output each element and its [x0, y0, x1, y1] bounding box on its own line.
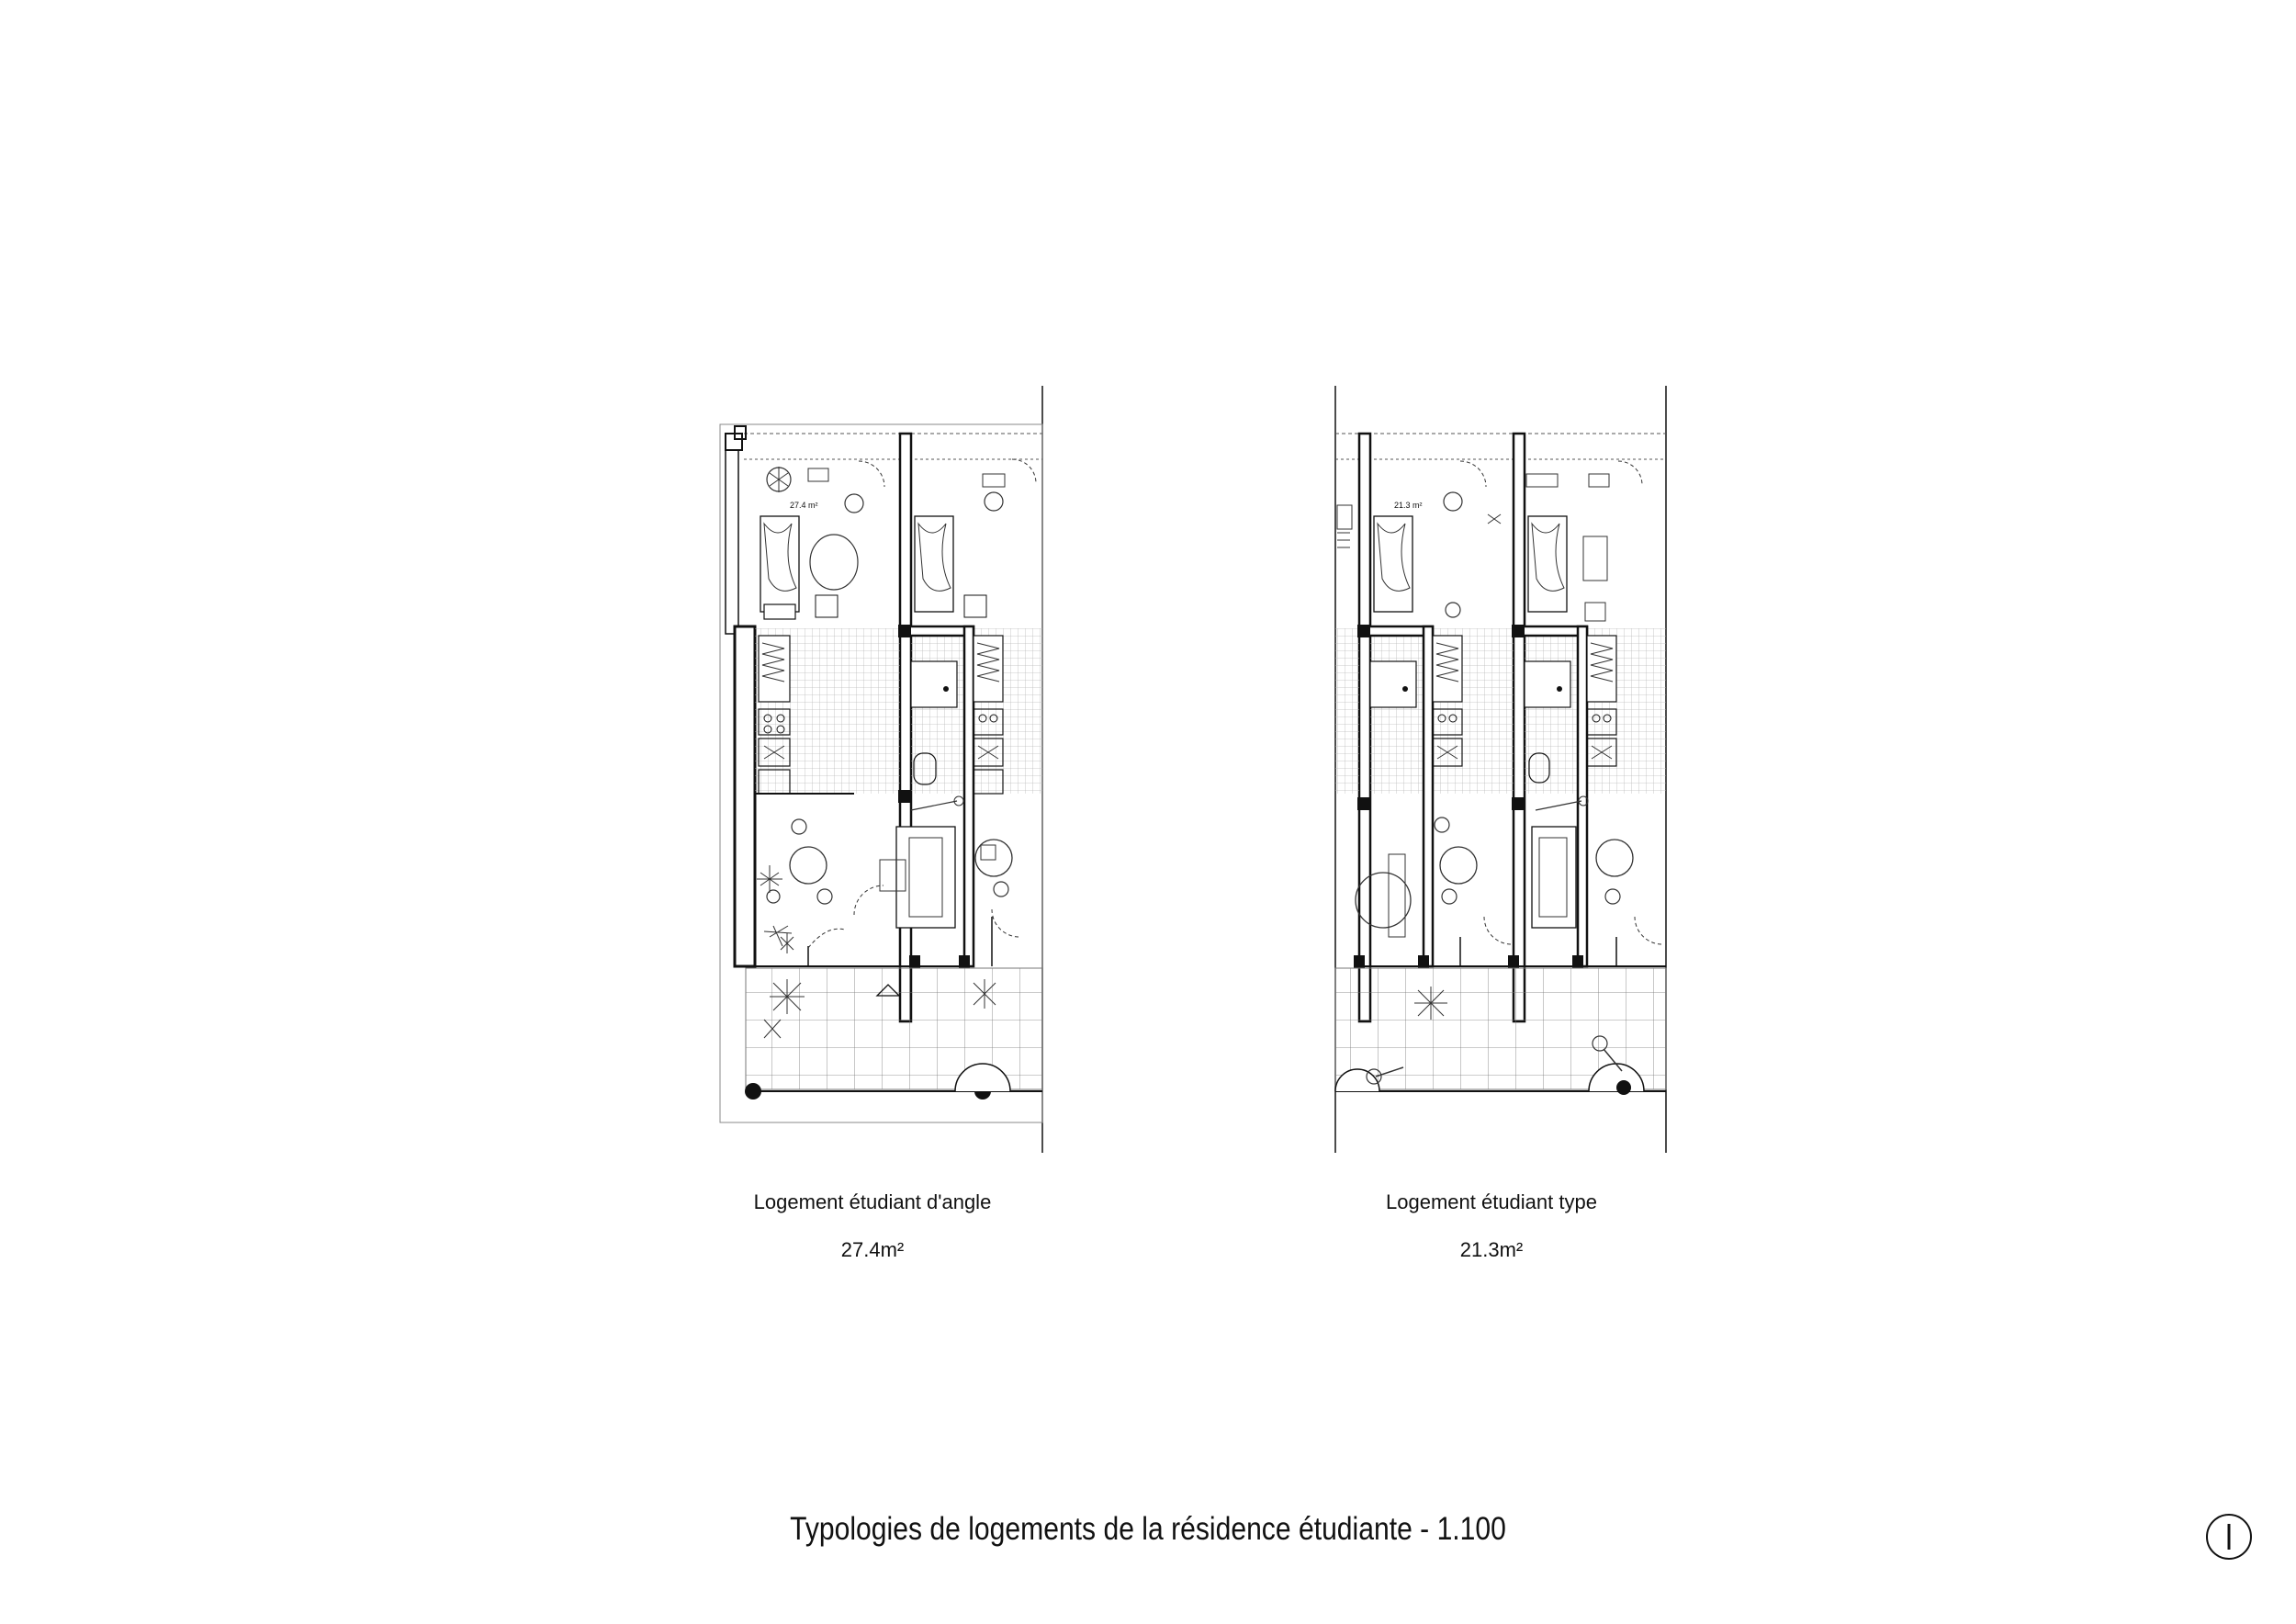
plan-caption-angle: Logement étudiant d'angle: [753, 1190, 992, 1213]
sheet-title: Typologies de logements de la résidence étudiante - 1.100: [790, 1511, 1506, 1547]
plan-caption-type: Logement étudiant type: [1386, 1190, 1597, 1213]
plan-area-type: 21.3m²: [1459, 1238, 1524, 1261]
room-area-label: 21.3 m²: [1394, 501, 1423, 510]
floor-plan-angle: [716, 386, 1056, 1157]
floor-plan-angle-drawing: [716, 386, 1056, 1157]
floor-plan-type-drawing: [1322, 386, 1671, 1157]
north-arrow-icon: [2205, 1513, 2253, 1561]
plan-area-angle: 27.4m²: [840, 1238, 905, 1261]
floor-plan-type: [1322, 386, 1671, 1157]
room-area-label: 27.4 m²: [790, 501, 818, 510]
